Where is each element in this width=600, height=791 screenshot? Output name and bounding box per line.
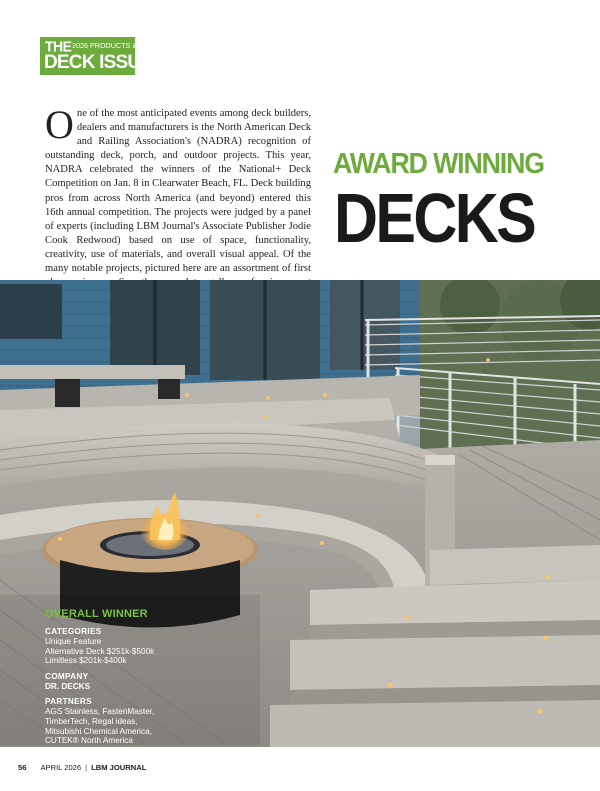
issue-date: APRIL 2026 xyxy=(40,763,82,772)
headline-award-winning: AWARD WINNING xyxy=(333,148,544,180)
badge-the: THE xyxy=(45,37,72,55)
intro-text: ne of the most anticipated events among deck builders, dealers and manufacturers is the North American Deck and Railing Association's (NADRA) recognition of outstanding deck, porch, and outdoor projects. This year, NADRA celebrated the winners of the National+ Deck Competition on Jan. 8 in Clearwater Beach, FL. Deck building pros from across North America (and beyond) entered this 16th annual competition. The projects were judged by a panel of experts (including LBM Journal's Associate Publisher Jodie Cook Redwood) based on use of space, functionality, creativity, use of materials, and overall visual appeal. Of the many notable projects, pictured here are an assortment of first xyxy=(45,108,311,275)
drop-cap: O xyxy=(45,102,74,147)
badge-deck-issue: DECK ISSUE xyxy=(44,52,153,73)
footer-separator: | xyxy=(85,763,88,772)
category-item: Limitless $201k-$400k xyxy=(45,656,127,666)
category-item: Alternative Deck $251k-$500k xyxy=(45,646,155,656)
company-name: DR. DECKS xyxy=(45,681,91,691)
partner-line: CUTEK® North America xyxy=(45,736,133,746)
partner-line: AGS Stainless, FastenMaster, xyxy=(45,707,155,717)
category-item: Unique Feature xyxy=(45,637,102,646)
overall-winner-title: OVERALL WINNER xyxy=(45,608,148,620)
page-footer xyxy=(18,763,146,772)
company-label: COMPANY xyxy=(45,671,89,681)
categories-label: CATEGORIES xyxy=(45,627,102,636)
page-number: 56 xyxy=(18,763,27,772)
partner-line: TimberTech, Regal ideas, xyxy=(45,716,138,726)
partners-label: PARTNERS xyxy=(45,697,92,707)
issue-badge xyxy=(40,37,169,75)
partner-line: Mitsubishi Chemical America, xyxy=(45,726,152,736)
intro-paragraph xyxy=(45,102,311,304)
award-caption xyxy=(45,607,245,746)
headline-decks: DECKS xyxy=(334,179,535,257)
badge-year-line: 2026 PRODUCTS & TRENDS xyxy=(72,41,169,50)
journal-name: LBM JOURNAL xyxy=(91,763,147,772)
